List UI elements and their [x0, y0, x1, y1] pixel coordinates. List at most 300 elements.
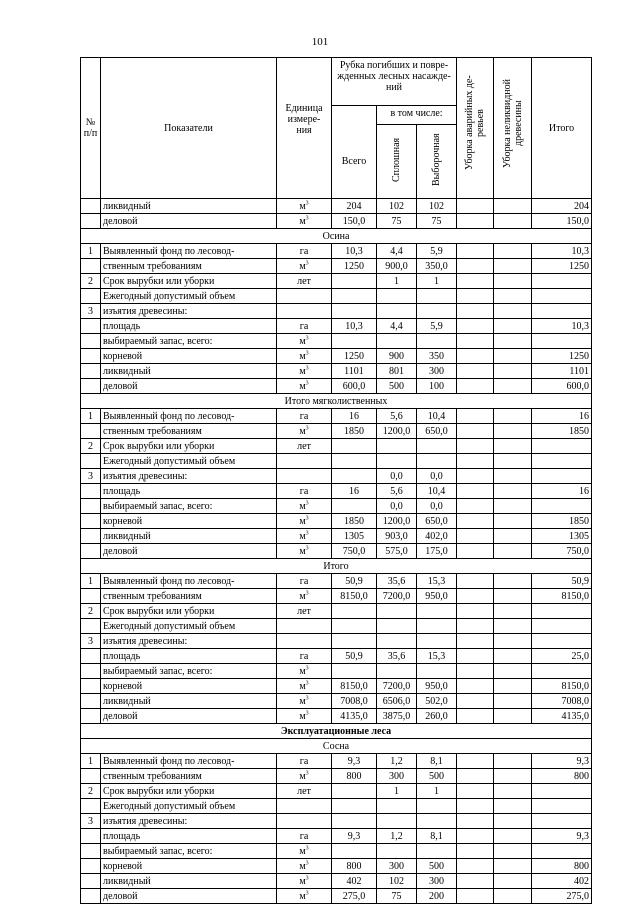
- row-indicator: Ежегодный допустимый объем: [101, 289, 277, 304]
- unit-superscript: 3: [305, 515, 309, 522]
- cell-clear: 801: [377, 364, 417, 379]
- cell-total: 1250: [532, 349, 592, 364]
- cell-emergency: [457, 199, 494, 214]
- cell-total: [532, 814, 592, 829]
- cell-clear: 1,2: [377, 829, 417, 844]
- row-unit: [277, 829, 332, 844]
- cell-illiquid: [494, 274, 532, 289]
- cell-all: 800: [332, 769, 377, 784]
- cell-total: 1850: [532, 514, 592, 529]
- row-indicator: ственным требованиям: [101, 259, 277, 274]
- header-selective: Выборочная: [431, 133, 442, 187]
- cell-total: [532, 634, 592, 649]
- table-row: [81, 469, 592, 484]
- row-indicator: деловой: [101, 214, 277, 229]
- cell-clear: 4,4: [377, 244, 417, 259]
- table-row: [81, 244, 592, 259]
- cell-emergency: [457, 244, 494, 259]
- header-illiquid: Уборка неликвидной древесины: [501, 78, 524, 168]
- cell-clear: 1200,0: [377, 424, 417, 439]
- cell-illiquid: [494, 784, 532, 799]
- cell-selective: 0,0: [417, 499, 457, 514]
- cell-total: [532, 469, 592, 484]
- cell-total: [532, 454, 592, 469]
- section-row: [81, 739, 592, 754]
- cell-clear: [377, 844, 417, 859]
- row-unit: [277, 214, 332, 229]
- cell-emergency: [457, 484, 494, 499]
- cell-selective: [417, 454, 457, 469]
- row-unit: [277, 769, 332, 784]
- cell-emergency: [457, 319, 494, 334]
- cell-emergency: [457, 454, 494, 469]
- row-unit: [277, 679, 332, 694]
- row-number: [81, 694, 101, 709]
- row-number: [81, 259, 101, 274]
- cell-clear: 7200,0: [377, 679, 417, 694]
- cell-selective: 650,0: [417, 514, 457, 529]
- row-indicator: Срок вырубки или уборки: [101, 274, 277, 289]
- row-number: [81, 514, 101, 529]
- table-row: [81, 289, 592, 304]
- header-emergency-cell: [457, 58, 494, 199]
- cell-selective: 402,0: [417, 529, 457, 544]
- cell-selective: 350,0: [417, 259, 457, 274]
- unit-superscript: 3: [305, 845, 309, 852]
- unit-superscript: 3: [305, 590, 309, 597]
- row-unit: [277, 199, 332, 214]
- row-number: 2: [81, 604, 101, 619]
- cell-all: [332, 814, 377, 829]
- cell-clear: 5,6: [377, 484, 417, 499]
- cell-emergency: [457, 574, 494, 589]
- row-indicator: деловой: [101, 544, 277, 559]
- cell-illiquid: [494, 409, 532, 424]
- cell-total: 1850: [532, 424, 592, 439]
- header-indicators: Показатели: [101, 58, 277, 199]
- cell-emergency: [457, 889, 494, 904]
- row-unit: [277, 409, 332, 424]
- unit-superscript: 3: [305, 545, 309, 552]
- cell-selective: 5,9: [417, 319, 457, 334]
- cell-emergency: [457, 634, 494, 649]
- row-unit-text: м: [299, 680, 306, 692]
- cell-selective: 1: [417, 784, 457, 799]
- cell-total: 1305: [532, 529, 592, 544]
- cell-clear: 35,6: [377, 574, 417, 589]
- cell-total: 50,9: [532, 574, 592, 589]
- table-row: [81, 214, 592, 229]
- unit-superscript: 3: [305, 365, 309, 372]
- row-indicator: изъятия древесины:: [101, 634, 277, 649]
- cell-all: [332, 784, 377, 799]
- row-unit: [277, 664, 332, 679]
- cell-illiquid: [494, 649, 532, 664]
- cell-emergency: [457, 709, 494, 724]
- cell-all: 16: [332, 409, 377, 424]
- cell-clear: 0,0: [377, 499, 417, 514]
- cell-all: 9,3: [332, 829, 377, 844]
- unit-superscript: 3: [305, 215, 309, 222]
- cell-selective: 350: [417, 349, 457, 364]
- cell-clear: [377, 289, 417, 304]
- cell-selective: [417, 439, 457, 454]
- table-row: [81, 439, 592, 454]
- cell-total: 600,0: [532, 379, 592, 394]
- cell-total: 1250: [532, 259, 592, 274]
- cell-total: [532, 439, 592, 454]
- row-unit: [277, 379, 332, 394]
- cell-total: 25,0: [532, 649, 592, 664]
- table-row: [81, 679, 592, 694]
- cell-illiquid: [494, 844, 532, 859]
- row-unit-text: м: [299, 335, 306, 347]
- cell-total: [532, 334, 592, 349]
- cell-clear: 575,0: [377, 544, 417, 559]
- cell-selective: 15,3: [417, 574, 457, 589]
- cell-all: 750,0: [332, 544, 377, 559]
- row-number: [81, 499, 101, 514]
- cell-total: [532, 289, 592, 304]
- cell-all: 402: [332, 874, 377, 889]
- row-unit-text: м: [299, 875, 306, 887]
- row-unit-text: м: [299, 365, 306, 377]
- section-label: Осина: [81, 229, 592, 244]
- row-indicator: площадь: [101, 319, 277, 334]
- row-number: 2: [81, 274, 101, 289]
- row-unit-text: м: [299, 665, 306, 677]
- row-unit-text: лет: [297, 605, 311, 617]
- cell-selective: 502,0: [417, 694, 457, 709]
- cell-all: 600,0: [332, 379, 377, 394]
- cell-total: 8150,0: [532, 589, 592, 604]
- cell-emergency: [457, 814, 494, 829]
- cell-illiquid: [494, 874, 532, 889]
- cell-all: 1850: [332, 514, 377, 529]
- cell-illiquid: [494, 859, 532, 874]
- header-total: Итого: [532, 58, 592, 199]
- cell-selective: 15,3: [417, 649, 457, 664]
- section-label: Эксплуатационные леса: [81, 724, 592, 739]
- table-row: [81, 814, 592, 829]
- table-row: [81, 544, 592, 559]
- header-selective-cell: [417, 125, 457, 199]
- cell-emergency: [457, 409, 494, 424]
- unit-superscript: 3: [305, 335, 309, 342]
- cell-illiquid: [494, 634, 532, 649]
- row-unit-text: м: [299, 350, 306, 362]
- cell-clear: 1: [377, 784, 417, 799]
- cell-selective: 8,1: [417, 829, 457, 844]
- table-row: [81, 859, 592, 874]
- cell-emergency: [457, 664, 494, 679]
- row-indicator: выбираемый запас, всего:: [101, 844, 277, 859]
- row-unit-text: м: [299, 200, 306, 212]
- cell-total: 16: [532, 409, 592, 424]
- row-unit-text: м: [299, 710, 306, 722]
- row-indicator: ликвидный: [101, 529, 277, 544]
- cell-clear: 75: [377, 889, 417, 904]
- cell-illiquid: [494, 694, 532, 709]
- row-unit: [277, 244, 332, 259]
- table-row: [81, 334, 592, 349]
- cell-emergency: [457, 619, 494, 634]
- cell-selective: 300: [417, 874, 457, 889]
- row-indicator: ственным требованиям: [101, 589, 277, 604]
- cell-all: [332, 664, 377, 679]
- section-row: [81, 229, 592, 244]
- row-number: [81, 799, 101, 814]
- row-number: [81, 589, 101, 604]
- row-unit-text: м: [299, 530, 306, 542]
- cell-emergency: [457, 799, 494, 814]
- cell-illiquid: [494, 379, 532, 394]
- row-unit-text: м: [299, 695, 306, 707]
- cell-illiquid: [494, 529, 532, 544]
- row-indicator: изъятия древесины:: [101, 304, 277, 319]
- row-unit: [277, 709, 332, 724]
- section-label: Итого: [81, 559, 592, 574]
- cell-illiquid: [494, 799, 532, 814]
- header-unit: Единица измере- ния: [277, 58, 332, 199]
- cell-illiquid: [494, 199, 532, 214]
- cell-all: 1250: [332, 259, 377, 274]
- cell-selective: 10,4: [417, 484, 457, 499]
- row-unit-text: м: [299, 860, 306, 872]
- row-unit: [277, 844, 332, 859]
- row-indicator: выбираемый запас, всего:: [101, 499, 277, 514]
- cell-illiquid: [494, 709, 532, 724]
- header-emergency: Уборка аварийных де- ревьев: [464, 75, 487, 171]
- row-unit-text: м: [299, 260, 306, 272]
- row-unit-text: м: [299, 770, 306, 782]
- cell-emergency: [457, 274, 494, 289]
- table-row: [81, 649, 592, 664]
- table-row: [81, 709, 592, 724]
- row-number: [81, 289, 101, 304]
- row-unit: [277, 889, 332, 904]
- cell-emergency: [457, 289, 494, 304]
- cell-clear: [377, 814, 417, 829]
- cell-clear: [377, 454, 417, 469]
- row-unit: [277, 469, 332, 484]
- row-indicator: ликвидный: [101, 874, 277, 889]
- cell-total: 8150,0: [532, 679, 592, 694]
- table-row: [81, 454, 592, 469]
- row-unit: [277, 289, 332, 304]
- row-unit: [277, 634, 332, 649]
- cell-clear: [377, 304, 417, 319]
- cell-illiquid: [494, 544, 532, 559]
- unit-superscript: 3: [305, 380, 309, 387]
- row-number: [81, 544, 101, 559]
- section-label: Итого мягколиственных: [81, 394, 592, 409]
- cell-total: [532, 304, 592, 319]
- cell-selective: 8,1: [417, 754, 457, 769]
- section-row: [81, 724, 592, 739]
- cell-emergency: [457, 424, 494, 439]
- table-row: [81, 844, 592, 859]
- cell-selective: [417, 304, 457, 319]
- cell-illiquid: [494, 679, 532, 694]
- cell-all: 16: [332, 484, 377, 499]
- header-all: Всего: [332, 106, 377, 199]
- cell-emergency: [457, 754, 494, 769]
- unit-superscript: 3: [305, 710, 309, 717]
- header-illiquid-cell: [494, 58, 532, 199]
- row-indicator: ликвидный: [101, 199, 277, 214]
- cell-clear: 7200,0: [377, 589, 417, 604]
- row-unit-text: га: [299, 575, 309, 587]
- row-number: [81, 619, 101, 634]
- row-number: [81, 769, 101, 784]
- cell-all: [332, 604, 377, 619]
- row-unit: [277, 694, 332, 709]
- unit-superscript: 3: [305, 350, 309, 357]
- row-number: 1: [81, 574, 101, 589]
- cell-total: 204: [532, 199, 592, 214]
- unit-superscript: 3: [305, 860, 309, 867]
- cell-all: [332, 454, 377, 469]
- row-unit: [277, 454, 332, 469]
- cell-illiquid: [494, 604, 532, 619]
- cell-clear: [377, 439, 417, 454]
- cell-clear: [377, 619, 417, 634]
- cell-all: [332, 439, 377, 454]
- cell-selective: 300: [417, 364, 457, 379]
- row-unit-text: м: [299, 500, 306, 512]
- cell-total: 1101: [532, 364, 592, 379]
- cell-all: 1850: [332, 424, 377, 439]
- row-unit: [277, 574, 332, 589]
- cell-illiquid: [494, 259, 532, 274]
- table-row: [81, 589, 592, 604]
- cell-illiquid: [494, 499, 532, 514]
- cell-emergency: [457, 874, 494, 889]
- row-indicator: корневой: [101, 514, 277, 529]
- cell-all: [332, 334, 377, 349]
- row-number: [81, 679, 101, 694]
- cell-emergency: [457, 439, 494, 454]
- row-unit-text: м: [299, 215, 306, 227]
- row-unit: [277, 589, 332, 604]
- cell-total: [532, 664, 592, 679]
- cell-illiquid: [494, 244, 532, 259]
- cell-all: [332, 274, 377, 289]
- cell-selective: [417, 664, 457, 679]
- row-unit: [277, 259, 332, 274]
- cell-emergency: [457, 259, 494, 274]
- cell-all: [332, 499, 377, 514]
- cell-selective: [417, 619, 457, 634]
- cell-illiquid: [494, 664, 532, 679]
- unit-superscript: 3: [305, 530, 309, 537]
- table-row: [81, 304, 592, 319]
- cell-clear: 300: [377, 769, 417, 784]
- cell-emergency: [457, 784, 494, 799]
- cell-selective: [417, 334, 457, 349]
- row-indicator: ственным требованиям: [101, 424, 277, 439]
- cell-illiquid: [494, 364, 532, 379]
- row-number: 1: [81, 754, 101, 769]
- row-number: [81, 334, 101, 349]
- row-unit-text: м: [299, 380, 306, 392]
- table-row: [81, 784, 592, 799]
- cell-selective: 260,0: [417, 709, 457, 724]
- row-unit: [277, 319, 332, 334]
- cell-illiquid: [494, 589, 532, 604]
- row-unit-text: м: [299, 545, 306, 557]
- table-row: [81, 484, 592, 499]
- row-indicator: деловой: [101, 889, 277, 904]
- table-row: [81, 259, 592, 274]
- row-indicator: Выявленный фонд по лесовод-: [101, 574, 277, 589]
- cell-selective: 10,4: [417, 409, 457, 424]
- cell-illiquid: [494, 829, 532, 844]
- cell-selective: 100: [417, 379, 457, 394]
- row-indicator: ственным требованиям: [101, 769, 277, 784]
- table-row: [81, 424, 592, 439]
- header-row-1: [81, 58, 592, 106]
- row-number: [81, 859, 101, 874]
- row-indicator: Выявленный фонд по лесовод-: [101, 754, 277, 769]
- row-unit: [277, 619, 332, 634]
- table-row: [81, 754, 592, 769]
- cell-selective: [417, 844, 457, 859]
- cell-total: 9,3: [532, 829, 592, 844]
- cell-selective: [417, 634, 457, 649]
- row-unit-text: м: [299, 890, 306, 902]
- cell-selective: 500: [417, 859, 457, 874]
- unit-superscript: 3: [305, 680, 309, 687]
- unit-superscript: 3: [305, 695, 309, 702]
- row-number: [81, 349, 101, 364]
- cell-emergency: [457, 859, 494, 874]
- row-unit-text: га: [299, 245, 309, 257]
- row-unit: [277, 814, 332, 829]
- row-unit: [277, 514, 332, 529]
- table-row: [81, 349, 592, 364]
- row-number: [81, 424, 101, 439]
- section-label: Сосна: [81, 739, 592, 754]
- cell-total: [532, 799, 592, 814]
- cell-clear: 75: [377, 214, 417, 229]
- cell-selective: 500: [417, 769, 457, 784]
- unit-superscript: 3: [305, 500, 309, 507]
- table-row: [81, 499, 592, 514]
- row-unit-text: лет: [297, 275, 311, 287]
- cell-all: 275,0: [332, 889, 377, 904]
- cell-clear: 102: [377, 199, 417, 214]
- page-number: 101: [311, 36, 329, 48]
- cell-clear: 500: [377, 379, 417, 394]
- cell-total: [532, 784, 592, 799]
- table-row: [81, 634, 592, 649]
- row-indicator: изъятия древесины:: [101, 469, 277, 484]
- row-unit: [277, 439, 332, 454]
- cell-total: 10,3: [532, 244, 592, 259]
- unit-superscript: 3: [305, 260, 309, 267]
- cell-clear: [377, 664, 417, 679]
- cell-total: [532, 844, 592, 859]
- header-clear-cell: [377, 125, 417, 199]
- cell-illiquid: [494, 214, 532, 229]
- cell-all: [332, 844, 377, 859]
- table-row: [81, 889, 592, 904]
- row-indicator: деловой: [101, 379, 277, 394]
- cell-clear: [377, 334, 417, 349]
- cell-all: 4135,0: [332, 709, 377, 724]
